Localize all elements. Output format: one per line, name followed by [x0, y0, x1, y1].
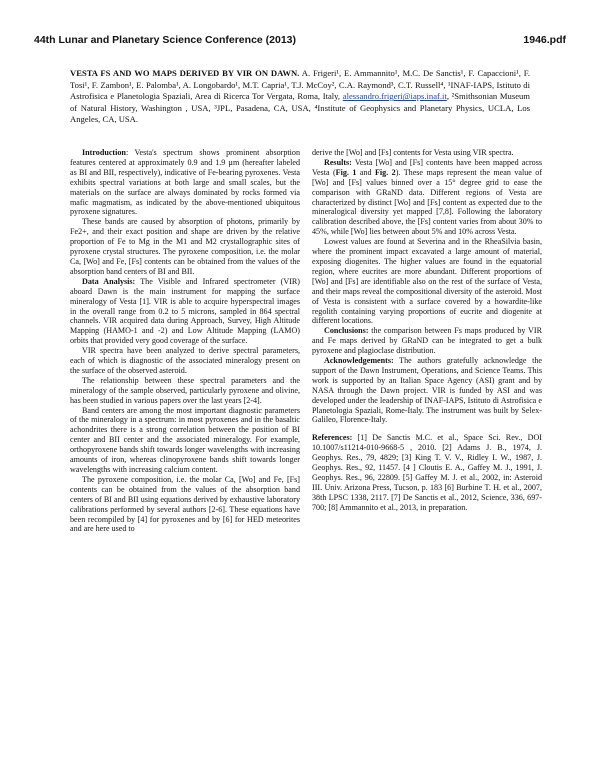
data-analysis-paragraph-2: VIR spectra have been analyzed to derive spectral parameters, each of which is diagnostic of the associated mineralogy present on the surface of the observed asteroid. — [70, 346, 300, 375]
paper-id: 1946.pdf — [523, 34, 566, 46]
intro-heading: Introduction — [82, 148, 126, 157]
left-column — [70, 148, 300, 534]
title-block — [70, 68, 530, 126]
references-paragraph: References: [1] De Sanctis M.C. et al., Space Sci. Rev., DOI 10.1007/s11214-010-9668-5 , 2010. [2] Adams J. B., 1974, J. Geophys. Res., 79, 4829; [3] King T. V. V., Ridley I. W., 1987, J. Geophys. Res., 92, 11457. [4 ] Cloutis E. A., Gaffey M. J., 1991, J. Geophys. Res., 96, 22809. [5] Gaffey M. J. et al., 2002, in: Asteroid III. Univ. Arizona Press, Tucson, p. 183 [6] Burbine T. H. et al., 2007, 38th LPSC 1338, 2117. [7] De Sanctis et al., 2012, Science, 336, 697-700; [8] Ammannito et al., 2013, in preparation. — [312, 433, 542, 512]
acknowledgements-heading: Acknowledgements: — [324, 356, 394, 366]
data-analysis-paragraph-3: The relationship between these spectral parameters and the mineralogy of the sample observed, particularly pyroxene and olivine, has been studied in various papers over the last years [2-4]. — [70, 375, 300, 405]
results-heading: Results: — [324, 157, 352, 167]
references-heading: References: — [312, 433, 353, 443]
data-analysis-paragraph: Data Analysis: The Visible and Infrared spectrometer (VIR) aboard Dawn is the main instrument for mapping the surface mineralogy of Vesta [1]. VIR is able to acquire hyperspectral images in the overall range from 0.2 to 5 microns, sampled in 864 spectral channels. VIR acquired data during Approach, Survey, High Altitude Mapping (HAMO-1 and -2) and Low Altitude Mapping (LAMO) orbits that provided very good coverage of the surface. — [70, 276, 300, 346]
affiliations: ¹INAF-IAPS, Istituto di Astrofisica e Planetologia Spaziali, Area di Ricerca Tor Vergata, Roma, Italy, — [70, 79, 530, 102]
conclusions-heading: Conclusions: — [324, 326, 369, 336]
intro-paragraph: Introduction: Vesta's spectrum shows prominent absorption features centered at approximately 0.9 and 1.9 µm (hereafter labeled as BI and BII, respectively), indicative of Fe-bearing pyroxenes. Vesta exhibits spectral variations at both large and small scales, but the materials on the surface are always dominated by rocks formed via mafic magmatism, as indicated by the above-mentioned ubiquitous pyroxene signatures. — [70, 148, 300, 217]
author-email-link[interactable]: alessandro.frigeri@iaps.inaf.it — [342, 91, 447, 102]
affiliations-continued: , ²Smithsonian Museum of Natural History, Washington , USA, ³JPL, Pasadena, CA, USA, ⁴Institute of Geophysics and Planetary Physics, UCLA, Los Angeles, CA, USA. — [70, 91, 530, 125]
data-analysis-paragraph-5: The pyroxene composition, i.e. the molar Ca, [Wo] and Fe, [Fs] contents can be obtained from the values of the absorption band centers of BI and BII using equations derived by exhaustive laboratory calibrations performed by several authors [2-6]. These equations have been recompiled by [4] for pyroxenes and by [6] for HED meteorites and are here used to — [70, 474, 300, 534]
authors: A. Frigeri¹, E. Ammannito¹, M.C. De Sanctis¹, F. Capaccioni¹, F. Tosi¹, F. Zambon¹, E. Palomba¹, A. Longobardo¹, M.T. Capria¹, T.J. McCoy², C.A. Raymond³, C.T. Russell⁴, — [70, 68, 531, 90]
results-paragraph: Results: Vesta [Wo] and [Fs] contents have been mapped across Vesta (Fig. 1 and Fig. 2). These maps represent the mean value of [Wo] and [Fs] values binned over a 15° degree grid to ease the comparison with GRaND data. Different regions of Vesta are characterized by distinct [Wo] and [Fs] content as expected due to the mineralogical diversity yet mapped [7,8]. Following the laboratory calibration described above, the [Fs] content varies from about 30% to 45%, while [Wo] lies between about 5% and 10% across Vesta. — [312, 157, 543, 237]
acknowledgements-paragraph: Acknowledgements: The authors gratefully acknowledge the support of the Dawn Instrument, Operations, and Science Teams. This work is supported by an Italian Space Agency (ASI) grant and by NASA through the Dawn project. VIR is funded by ASI and was developed under the leadership of INAF-IAPS, Istituto di Astrofisica e Planetologia Spaziali, Rome-Italy. The instrument was built by Selex-Galileo, Florence-Italy. — [312, 356, 542, 425]
right-column — [312, 148, 542, 513]
results-paragraph-2: Lowest values are found at Severina and in the RheaSilvia basin, where the prominent impact excavated a large amount of material, exposing diogenites. The higher values are found in the equatorial region, where eucrites are more abundant. Different proportions of [Wo] and [Fs] are identifiable also on the rest of the surface of Vesta, and their maps reveal the compositional diversity of the asteroid. Most of Vesta is consistent with a surface covered by a howardite-like regolith containing varying proportions of eucrite and diogenite at different locations. — [312, 237, 542, 326]
paper-title: VESTA FS AND WO MAPS DERIVED BY VIR ON DAWN. — [70, 68, 300, 78]
continued-paragraph: derive the [Wo] and [Fs] contents for Vesta using VIR spectra. — [312, 148, 514, 157]
data-analysis-paragraph-4: Band centers are among the most important diagnostic parameters of the mineralogy in a spectrum: in most pyroxenes and in the basaltic achondrites there is a strong correlation between the position of BI center and BII center and the associated mineralogy. For example, orthopyroxene bands shift towards longer wavelengths with increasing amounts of iron, whereas clinopyroxene bands shift towards longer wavelengths with increasing calcium content. — [70, 405, 300, 474]
fig2-ref: Fig. 2 — [374, 167, 396, 177]
conference-header: 44th Lunar and Planetary Science Conference (2013) — [34, 34, 297, 46]
intro-paragraph-2: These bands are caused by absorption of photons, primarily by Fe2+, and their exact position and shape are driven by the relative proportion of Fe to Mg in the M1 and M2 crystallographic sites of pyroxene crystal structures. The pyroxene composition, i.e. the molar Ca, [Wo] and Fe, [Fs] contents can be obtained from the values of the absorption band centers of BI and BII. — [70, 217, 300, 276]
conclusions-paragraph: Conclusions: the comparison between Fs maps produced by VIR and Fe maps derived by GRaND can be integrated to get a bulk pyroxene and plagioclase distribution. — [312, 326, 542, 356]
fig1-ref: Fig. 1 — [335, 167, 357, 177]
data-analysis-heading: Data Analysis: — [82, 276, 136, 286]
